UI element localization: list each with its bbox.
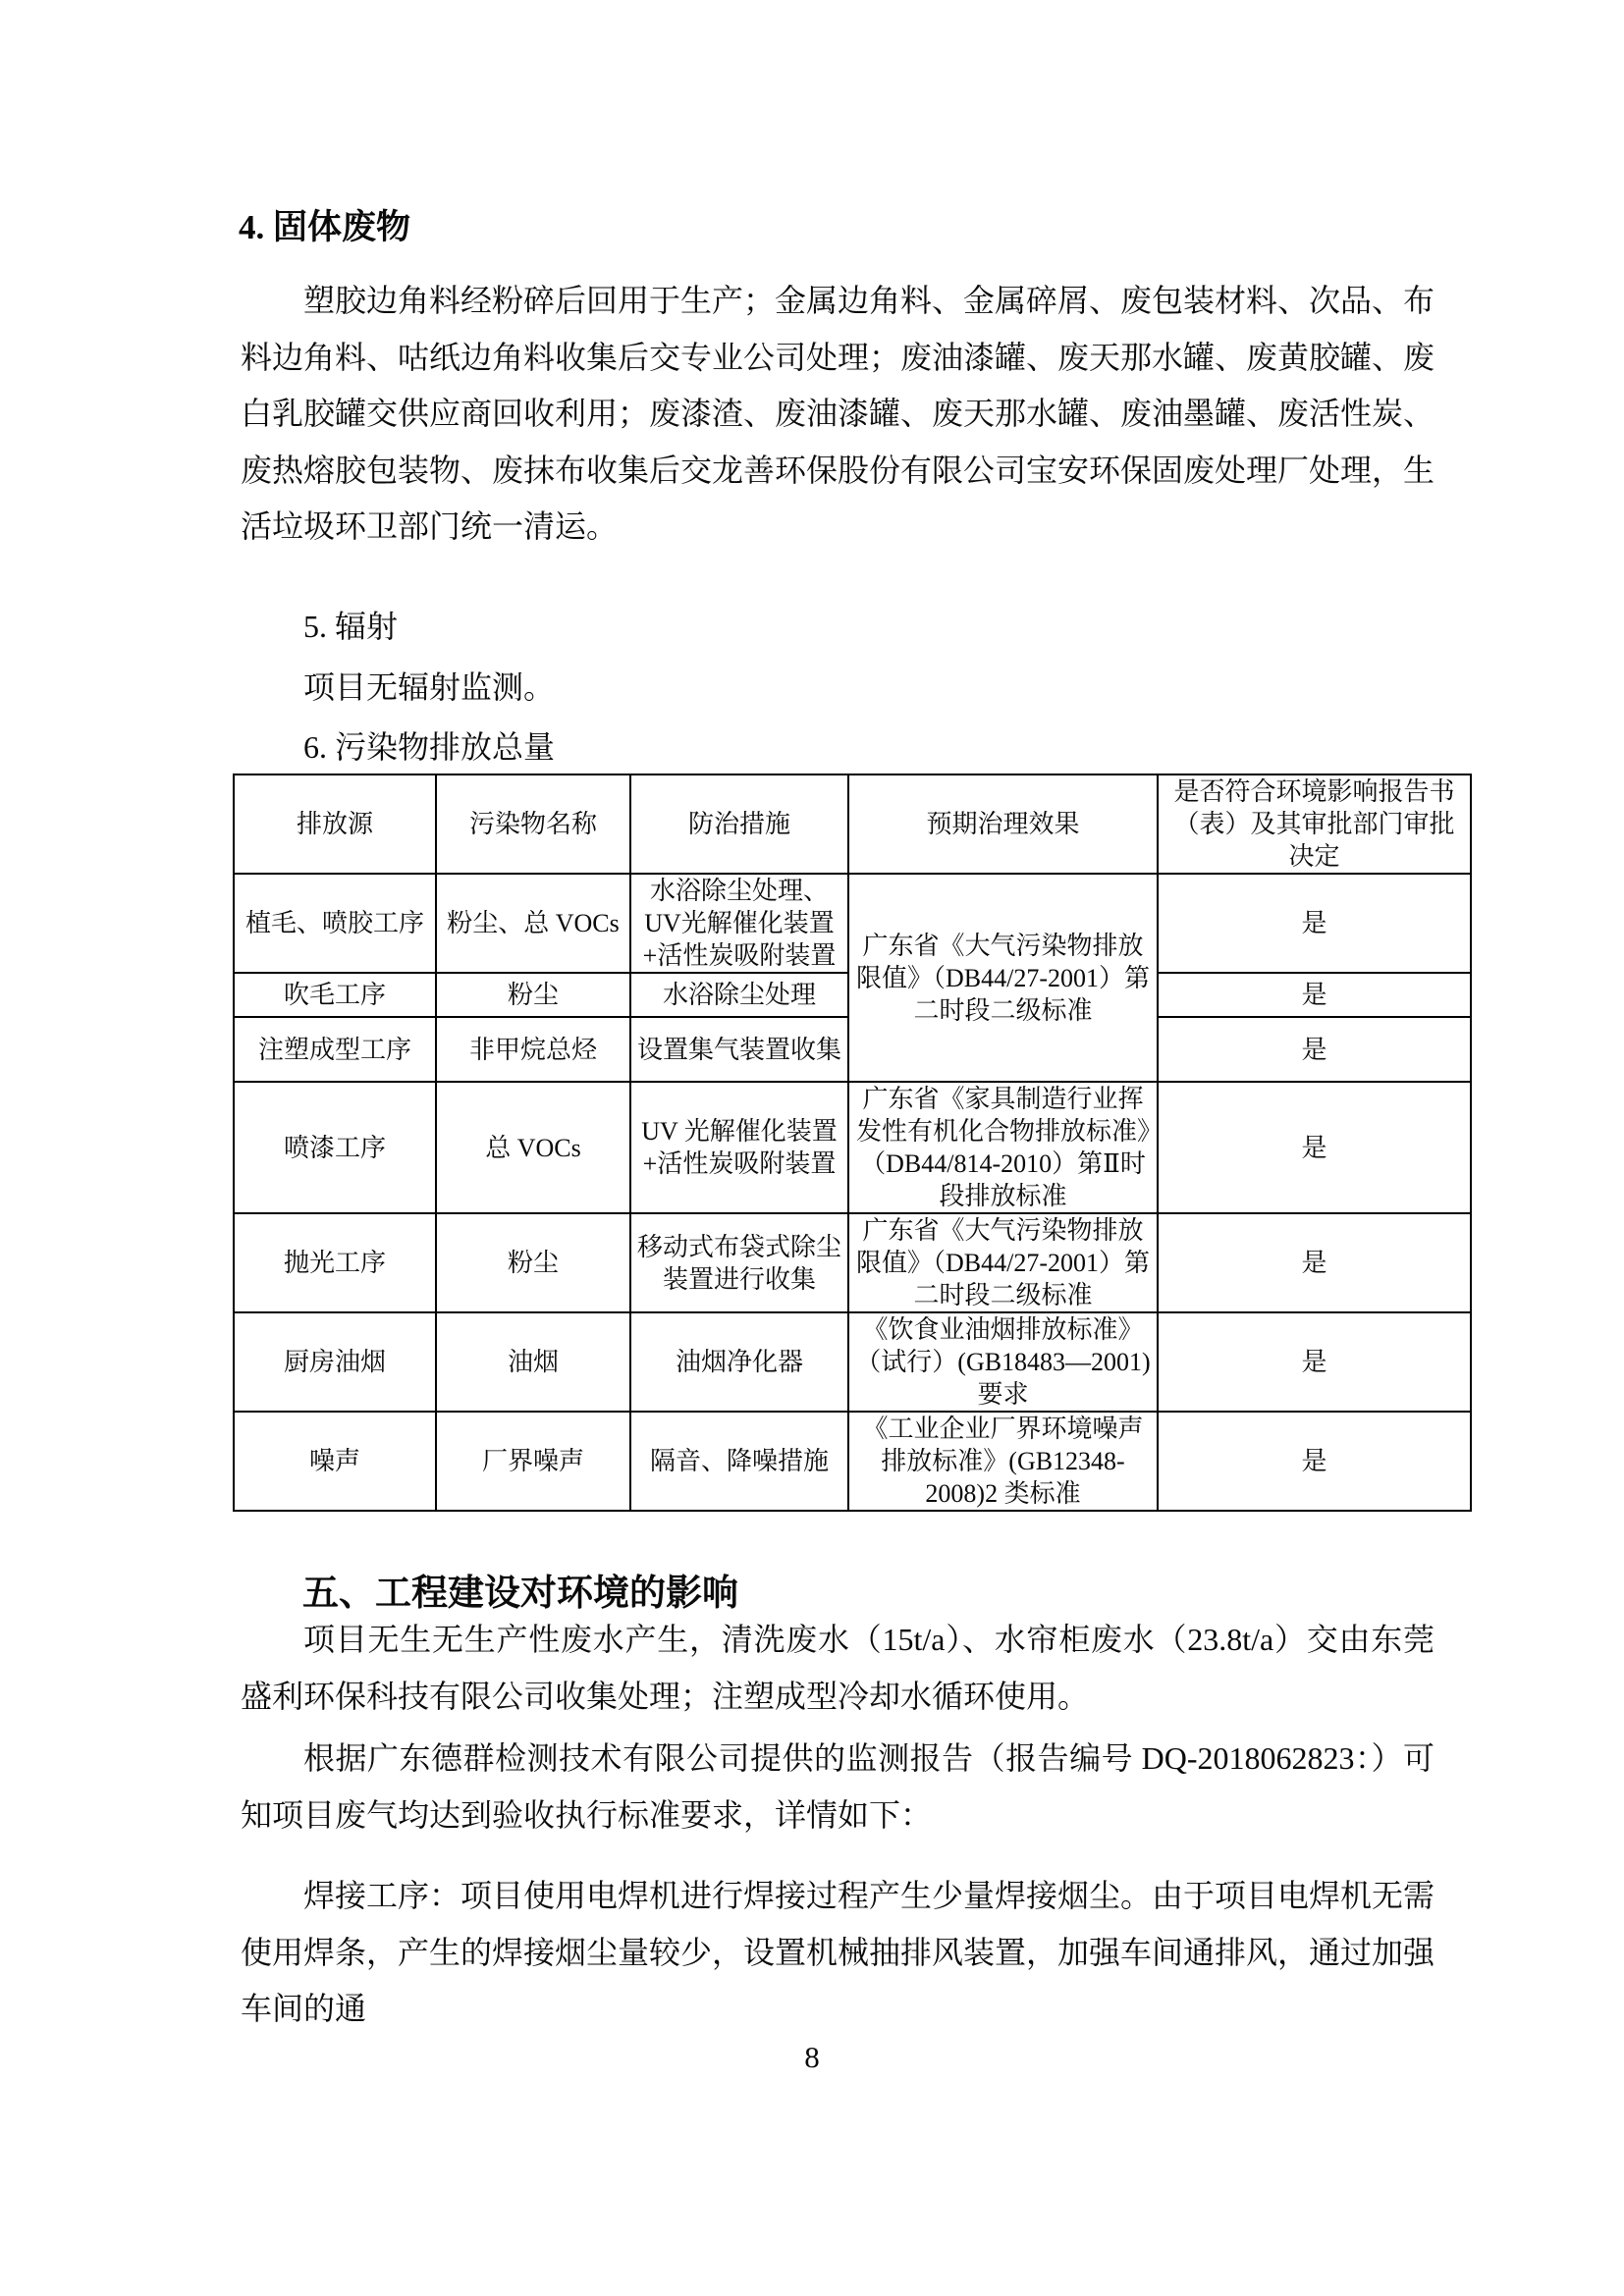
heading-pollutant-total: 6. 污染物排放总量 xyxy=(303,729,556,765)
cell-measure: UV 光解催化装置+活性炭吸附装置 xyxy=(630,1082,848,1213)
cell-measure: 水浴除尘处理、UV光解催化装置+活性炭吸附装置 xyxy=(630,874,848,973)
table-row xyxy=(234,1312,1471,1412)
cell-measure: 设置集气装置收集 xyxy=(630,1017,848,1082)
cell-compliance: 是 xyxy=(1158,1017,1471,1082)
heading-impact: 五、工程建设对环境的影响 xyxy=(302,1574,738,1614)
heading-solid-waste: 4. 固体废物 xyxy=(239,208,411,246)
table-row xyxy=(234,874,1471,973)
header-expected-effect: 预期治理效果 xyxy=(848,774,1158,874)
cell-pollutant: 粉尘 xyxy=(436,973,630,1017)
cell-pollutant: 粉尘 xyxy=(436,1213,630,1312)
paragraph-solid-waste: 塑胶边角料经粉碎后回用于生产；金属边角料、金属碎屑、废包装材料、次品、布料边角料、咕纸边角料收集后交专业公司处理；废油漆罐、废天那水罐、废黄胶罐、废白乳胶罐交供应商回收利用；废漆渣、废油漆罐、废天那水罐、废油墨罐、废活性炭、废热熔胶包装物、废抹布收集后交龙善环保股份有限公司宝安环保固废处理厂处理，生活垃圾环卫部门统一清运。 xyxy=(241,283,1435,544)
cell-source: 抛光工序 xyxy=(234,1213,436,1312)
cell-compliance: 是 xyxy=(1158,1213,1471,1312)
cell-source: 植毛、喷胶工序 xyxy=(234,874,436,973)
cell-measure: 水浴除尘处理 xyxy=(630,973,848,1017)
cell-source: 厨房油烟 xyxy=(234,1312,436,1412)
cell-expected-effect: 《工业企业厂界环境噪声排放标准》(GB12348-2008)2 类标准 xyxy=(848,1412,1158,1511)
cell-source: 噪声 xyxy=(234,1412,436,1511)
cell-compliance: 是 xyxy=(1158,874,1471,973)
header-measure: 防治措施 xyxy=(630,774,848,874)
cell-pollutant: 总 VOCs xyxy=(436,1082,630,1213)
cell-pollutant: 厂界噪声 xyxy=(436,1412,630,1511)
cell-measure: 隔音、降噪措施 xyxy=(630,1412,848,1511)
cell-pollutant: 油烟 xyxy=(436,1312,630,1412)
cell-expected-effect-merged: 广东省《大气污染物排放限值》（DB44/27-2001）第二时段二级标准 xyxy=(848,874,1158,1082)
cell-source: 注塑成型工序 xyxy=(234,1017,436,1082)
cell-compliance: 是 xyxy=(1158,1312,1471,1412)
cell-pollutant: 非甲烷总烃 xyxy=(436,1017,630,1082)
cell-compliance: 是 xyxy=(1158,973,1471,1017)
paragraph-radiation: 项目无辐射监测。 xyxy=(303,669,556,705)
table-row xyxy=(234,1213,1471,1312)
header-compliance: 是否符合环境影响报告书（表）及其审批部门审批决定 xyxy=(1158,774,1471,874)
cell-expected-effect: 《饮食业油烟排放标准》（试行）(GB18483—2001)要求 xyxy=(848,1312,1158,1412)
pollution-discharge-table xyxy=(233,774,1472,1512)
cell-pollutant: 粉尘、总 VOCs xyxy=(436,874,630,973)
table-row xyxy=(234,1412,1471,1511)
page-number: 8 xyxy=(804,2040,820,2074)
cell-expected-effect: 广东省《大气污染物排放限值》（DB44/27-2001）第二时段二级标准 xyxy=(848,1213,1158,1312)
cell-source: 吹毛工序 xyxy=(234,973,436,1017)
heading-radiation: 5. 辐射 xyxy=(303,609,399,644)
header-source: 排放源 xyxy=(234,774,436,874)
header-pollutant: 污染物名称 xyxy=(436,774,630,874)
paragraph-impact-water: 项目无生无生产性废水产生，清洗废水（15t/a）、水帘柜废水（23.8t/a）交由东莞盛利环保科技有限公司收集处理；注塑成型冷却水循环使用。 xyxy=(241,1622,1435,1714)
cell-expected-effect: 广东省《家具制造行业挥发性有机化合物排放标准》（DB44/814-2010）第Ⅱ时段排放标准 xyxy=(848,1082,1158,1213)
table-header-row xyxy=(234,774,1471,874)
cell-measure: 移动式布袋式除尘装置进行收集 xyxy=(630,1213,848,1312)
cell-compliance: 是 xyxy=(1158,1082,1471,1213)
paragraph-impact-report: 根据广东德群检测技术有限公司提供的监测报告（报告编号 DQ-2018062823：）可知项目废气均达到验收执行标准要求，详情如下： xyxy=(241,1740,1435,1833)
cell-measure: 油烟净化器 xyxy=(630,1312,848,1412)
cell-compliance: 是 xyxy=(1158,1412,1471,1511)
table-row xyxy=(234,1082,1471,1213)
cell-source: 喷漆工序 xyxy=(234,1082,436,1213)
paragraph-impact-welding: 焊接工序：项目使用电焊机进行焊接过程产生少量焊接烟尘。由于项目电焊机无需使用焊条，产生的焊接烟尘量较少，设置机械抽排风装置，加强车间通排风，通过加强车间的通 xyxy=(241,1878,1435,2026)
